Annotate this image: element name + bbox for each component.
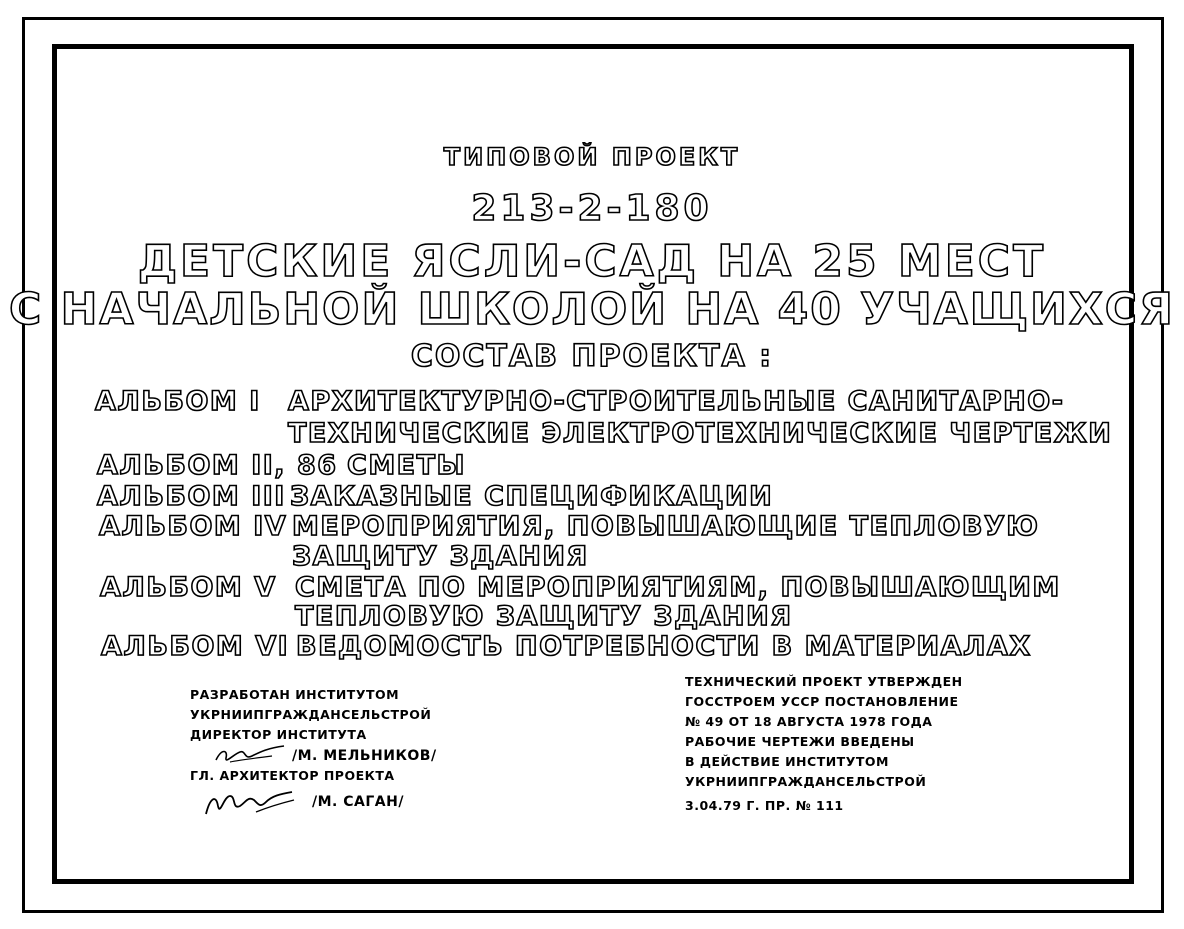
album-description-line: ТЕХНИЧЕСКИЕ ЭЛЕКТРОТЕХНИЧЕСКИЕ ЧЕРТЕЖИ — [288, 418, 1113, 449]
director-title: ДИРЕКТОР ИНСТИТУТА — [190, 727, 367, 742]
approval-line: РАБОЧИЕ ЧЕРТЕЖИ ВВЕДЕНЫ — [685, 734, 915, 749]
developer-line: РАЗРАБОТАН ИНСТИТУТОМ — [190, 687, 400, 702]
album-description-line: СМЕТЫ — [347, 450, 467, 481]
approval-date-order: 3.04.79 Г. ПР. № 111 — [685, 798, 844, 813]
project-number: 213-2-180 — [471, 188, 713, 229]
album-label: АЛЬБОМ VI — [101, 631, 290, 662]
chief-architect-title: ГЛ. АРХИТЕКТОР ПРОЕКТА — [190, 768, 395, 783]
album-description-line: ВЕДОМОСТЬ ПОТРЕБНОСТИ В МАТЕРИАЛАХ — [296, 631, 1032, 662]
developer-institute: УКРНИИПГРАЖДАНСЕЛЬСТРОЙ — [190, 707, 432, 722]
contents-heading: СОСТАВ ПРОЕКТА : — [410, 339, 774, 374]
album-description-line: МЕРОПРИЯТИЯ, ПОВЫШАЮЩИЕ ТЕПЛОВУЮ — [292, 511, 1040, 542]
project-type-label: ТИПОВОЙ ПРОЕКТ — [443, 143, 741, 171]
album-label: АЛЬБОМ V — [100, 572, 277, 603]
album-label: АЛЬБОМ IV — [99, 511, 288, 542]
album-description-line: ЗАЩИТУ ЗДАНИЯ — [292, 541, 589, 572]
album-label: АЛЬБОМ I — [95, 386, 261, 417]
approval-line: В ДЕЙСТВИЕ ИНСТИТУТОМ — [685, 754, 889, 769]
approval-line: ТЕХНИЧЕСКИЙ ПРОЕКТ УТВЕРЖДЕН — [685, 674, 963, 689]
album-description-line: ЗАКАЗНЫЕ СПЕЦИФИКАЦИИ — [290, 481, 774, 512]
album-label: АЛЬБОМ II, 86 — [97, 450, 338, 481]
album-description-line: ТЕПЛОВУЮ ЗАЩИТУ ЗДАНИЯ — [295, 601, 793, 632]
architect-signature — [200, 786, 300, 820]
director-signature — [210, 742, 290, 766]
approval-line: № 49 ОТ 18 АВГУСТА 1978 ГОДА — [685, 714, 933, 729]
architect-name: /М. САГАН/ — [312, 794, 404, 810]
director-name: /М. МЕЛЬНИКОВ/ — [292, 748, 437, 764]
album-description-line: АРХИТЕКТУРНО-СТРОИТЕЛЬНЫЕ САНИТАРНО- — [288, 386, 1065, 417]
album-label: АЛЬБОМ III — [97, 481, 286, 512]
album-description-line: СМЕТА ПО МЕРОПРИЯТИЯМ, ПОВЫШАЮЩИМ — [295, 572, 1061, 603]
approval-line: ГОССТРОЕМ УССР ПОСТАНОВЛЕНИЕ — [685, 694, 959, 709]
project-title-line-1: ДЕТСКИЕ ЯСЛИ-САД НА 25 МЕСТ — [137, 236, 1047, 287]
project-title-line-2: С НАЧАЛЬНОЙ ШКОЛОЙ НА 40 УЧАЩИХСЯ — [9, 284, 1175, 335]
approval-line: УКРНИИПГРАЖДАНСЕЛЬСТРОЙ — [685, 774, 927, 789]
